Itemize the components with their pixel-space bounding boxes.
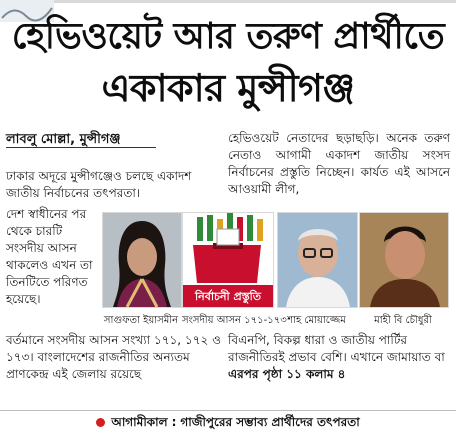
bullet-icon xyxy=(96,418,105,427)
top-rule xyxy=(0,0,456,3)
portrait-young-man-image xyxy=(360,213,448,307)
body-paragraph-seats: দেশ স্বাধীনের পর থেকে চারটি সংসদীয় আসন থাকলেও এখন তা তিনটিতে পরিণত হয়েছে। xyxy=(6,207,93,306)
photo-shah-moazzem xyxy=(277,212,358,308)
body-paragraph-intro: ঢাকার অদূরে মুন্সীগঞ্জেও চলছে একাদশ জাতীয় নির্বাচনের তৎপরতা। xyxy=(6,169,192,200)
election-prep-graphic xyxy=(182,212,274,308)
tomorrow-teaser xyxy=(0,412,456,432)
byline: লাবলু মোল্লা, মুন্সীগঞ্জ xyxy=(6,132,121,147)
continued-jump-line[interactable]: এরপর পৃষ্ঠা ১১ কলাম ৪ xyxy=(228,367,346,381)
byline-underline xyxy=(6,147,156,148)
body-paragraph-right-top: হেভিওয়েট নেতাদের ছড়াছড়ি। অনেক তরুণ নেতাও আগামী একাদশ জাতীয় সংসদ নির্বাচনের প্রস্তুতি নিচ্ছেন। কার্যত এই আসনে আওয়ামী লীগ, xyxy=(228,131,450,196)
headline-line-2: একাকার মুন্সীগঞ্জ xyxy=(101,66,355,110)
teaser-label: আগামীকাল xyxy=(111,415,168,429)
caption-sagufta-yasmin: সাগুফতা ইয়াসমীন xyxy=(103,315,179,326)
ballot-box-graphic xyxy=(183,213,273,307)
photo-mahi-b-chowdhury xyxy=(359,212,449,308)
body-bottom-right-text: বিএনপি, বিকল্প ধারা ও জাতীয় পার্টির রাজনীতিরই প্রভাব বেশি। এখানে জামায়াত বা xyxy=(228,333,445,364)
teaser-text[interactable]: গাজীপুরের সম্ভাব্য প্রার্থীদের তৎপরতা xyxy=(180,415,360,429)
photo-sagufta-yasmin xyxy=(102,212,182,308)
headline-line-1: হেভিওয়েট আর তরুণ প্রার্থীতে xyxy=(11,16,445,57)
caption-shah-moazzem: শাহ মোয়াজ্জেম xyxy=(287,315,346,326)
portrait-woman-image xyxy=(103,213,181,307)
graphic-title-text: নির্বাচনী প্রস্তুতি xyxy=(194,290,262,303)
body-paragraph-bottom-right xyxy=(228,332,450,383)
footer-rule xyxy=(0,410,456,411)
body-paragraph-bottom-left: বর্তমানে সংসদীয় আসন সংখ্যা ১৭১, ১৭২ ও ১৭৩। বাংলাদেশের রাজনীতির অন্যতম প্রাণকেন্দ্র এই জেলায় রয়েছে xyxy=(6,333,221,381)
caption-election-seats: সংসদীয় আসন ১৭১-১৭৩ xyxy=(182,315,287,326)
portrait-elderly-man-image xyxy=(278,213,357,307)
teaser-separator-colon: : xyxy=(171,415,177,429)
caption-mahi-b-chowdhury: মাহী বি চৌধুরী xyxy=(374,315,432,326)
